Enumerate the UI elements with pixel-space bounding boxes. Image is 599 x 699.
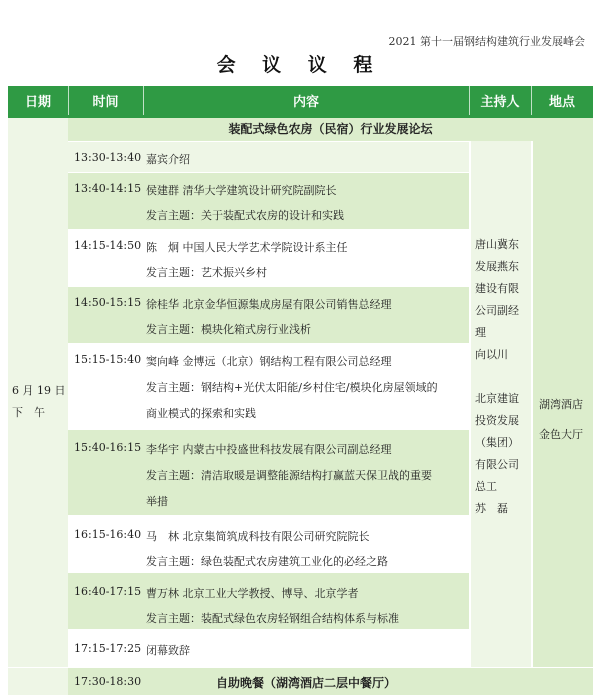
forum-title: 装配式绿色农房（民宿）行业发展论坛 (68, 118, 593, 141)
session-row (68, 286, 469, 343)
session-line: 发言主题：清洁取暖是调整能源结构打赢蓝天保卫战的重要 (146, 469, 432, 482)
host-line: 唐山冀东 (475, 238, 519, 251)
session-time: 16:40-17:15 (74, 585, 142, 598)
session-time: 15:15-15:40 (74, 353, 142, 366)
session-line: 发言主题：关于装配式农房的设计和实践 (146, 209, 344, 222)
host-line: 苏 磊 (475, 502, 508, 515)
host-line: 投资发展 (475, 414, 519, 427)
session-line: 李华宇 内蒙古中投盛世科技发展有限公司副总经理 (146, 443, 392, 456)
date-cell (8, 118, 68, 667)
session-line: 商业模式的探索和实践 (146, 407, 256, 420)
col-header-date: 日期 (8, 86, 68, 115)
page-title: 会 议 议 程 (216, 54, 383, 76)
host-line: 理 (475, 326, 486, 339)
session-time: 16:15-16:40 (74, 528, 142, 541)
session-row (68, 343, 469, 429)
session-line: 马 林 北京集简筑成科技有限公司研究院院长 (146, 530, 370, 543)
session-time: 14:50-15:15 (74, 296, 142, 309)
session-time: 15:40-16:15 (74, 441, 142, 454)
venue-cell (531, 141, 593, 667)
session-line: 发言主题：钢结构+光伏太阳能/乡村住宅/模块化房屋领域的 (146, 381, 438, 394)
dinner-date-cell (8, 667, 68, 695)
host-spacer (475, 366, 519, 388)
session-line: 曹万林 北京工业大学教授、博导、北京学者 (146, 587, 359, 600)
col-header-host: 主持人 (469, 86, 531, 115)
col-header-content: 内容 (143, 86, 469, 115)
host-text (475, 234, 519, 520)
session-row (68, 629, 469, 667)
session-line: 嘉宾介绍 (146, 153, 190, 166)
host-line: 公司副经 (475, 304, 519, 317)
date-line: 6 月 19 日 (12, 384, 66, 397)
host-line: 向以川 (475, 348, 508, 361)
session-line: 发言主题：装配式绿色农房轻钢组合结构体系与标准 (146, 612, 399, 625)
header-divider (469, 86, 470, 115)
header-divider (143, 86, 144, 115)
conference-subtitle: 2021 第十一届钢结构建筑行业发展峰会 (388, 35, 585, 48)
session-row (68, 172, 469, 229)
dinner-time: 17:30-18:30 (74, 675, 142, 688)
session-time: 13:30-13:40 (74, 151, 142, 164)
session-row (68, 515, 469, 572)
col-header-time: 时间 (68, 86, 143, 115)
header-divider (531, 86, 532, 115)
host-line: 北京建谊 (475, 392, 519, 405)
host-line: 发展燕东 (475, 260, 519, 273)
session-row (68, 229, 469, 286)
session-line: 闭幕致辞 (146, 644, 190, 657)
header-divider (68, 86, 69, 115)
session-row (68, 141, 469, 172)
host-line: （集团） (475, 436, 519, 449)
dinner-row (68, 667, 593, 695)
host-line: 有限公司 (475, 458, 519, 471)
session-line: 发言主题：绿色装配式农房建筑工业化的必经之路 (146, 555, 388, 568)
session-line: 陈 炯 中国人民大学艺术学院设计系主任 (146, 241, 348, 254)
session-row (68, 429, 469, 515)
venue-line: 金色大厅 (539, 428, 583, 441)
col-header-venue: 地点 (531, 86, 593, 115)
session-line: 举措 (146, 495, 168, 508)
dinner-label: 自助晚餐（湖湾酒店二层中餐厅） (215, 676, 396, 690)
session-line: 侯建群 清华大学建筑设计研究院副院长 (146, 184, 337, 197)
session-line: 发言主题：模块化箱式房行业浅析 (146, 323, 311, 336)
session-line: 发言主题：艺术振兴乡村 (146, 266, 267, 279)
host-line: 建设有限 (475, 282, 519, 295)
session-time: 17:15-17:25 (74, 642, 142, 655)
venue-line: 湖湾酒店 (539, 398, 583, 411)
host-cell (469, 141, 531, 667)
session-time: 14:15-14:50 (74, 239, 142, 252)
session-row (68, 572, 469, 629)
host-line: 总工 (475, 480, 497, 493)
session-line: 徐桂华 北京金华恒源集成房屋有限公司销售总经理 (146, 298, 392, 311)
session-time: 13:40-14:15 (74, 182, 142, 195)
date-period: 下 午 (12, 406, 45, 419)
session-line: 窦向峰 金博远（北京）钢结构工程有限公司总经理 (146, 355, 392, 368)
